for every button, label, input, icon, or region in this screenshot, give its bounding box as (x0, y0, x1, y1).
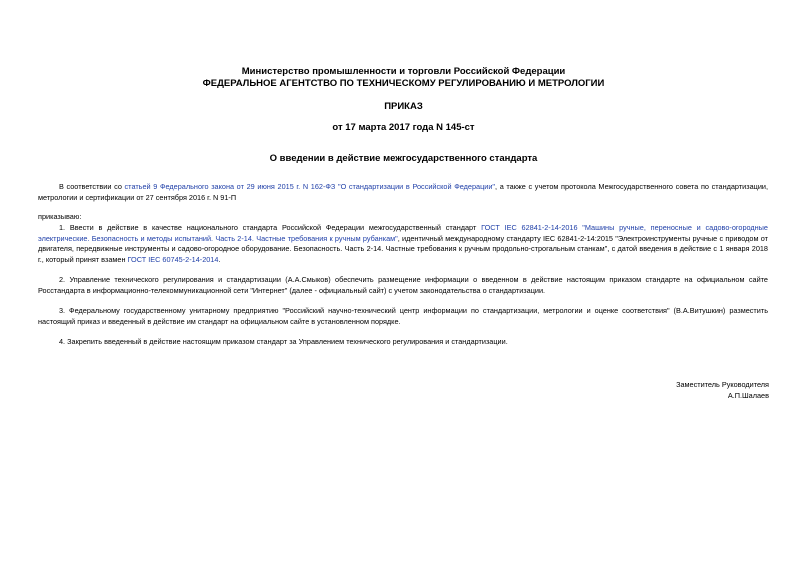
signature-name: А.П.Шалаев (727, 391, 769, 400)
item-4-paragraph: 4. Закрепить введенный в действие настоящим приказом стандарт за Управлением технического регулирования и стандартизации. (59, 337, 508, 346)
gost-62841-link[interactable]: ГОСТ IEC 62841-2-14-2016 "Машины ручные, переносные и садово-огородные электрические. Безопасность и методы испытаний. Часть 2-14. Частные требования к ручным рубанкам" (38, 223, 768, 243)
intro-text-1: В соответствии со (59, 182, 125, 191)
order-word: приказываю: (38, 212, 82, 221)
signature-position: Заместитель Руководителя (676, 380, 769, 389)
item-1-paragraph (38, 223, 768, 265)
gost-60745-link[interactable]: ГОСТ IEC 60745-2-14-2014 (127, 254, 219, 264)
document-type: ПРИКАЗ (384, 101, 423, 112)
agency-title: ФЕДЕРАЛЬНОЕ АГЕНТСТВО ПО ТЕХНИЧЕСКОМУ РЕГУЛИРОВАНИЮ И МЕТРОЛОГИИ (202, 78, 605, 89)
intro-text-2: , а также с учетом протокола Межгосударственного совета по стандартизации, метрологии и сертификации от 27 сентября 2016 г. N 91-П (38, 182, 769, 202)
item-3-paragraph: 3. Федеральному государственному унитарному предприятию "Российский научно-технический центр информации по стандартизации, метрологии и оценке соответствия" (В.А.Витушкин) разместить настоящий приказ и введенный в действие им стандарт на официальном сайте в установленном порядке. (38, 306, 768, 326)
document-subject: О введении в действие межгосударственного стандарта (269, 153, 538, 164)
item-2-paragraph: 2. Управление технического регулирования и стандартизации (А.А.Смыков) обеспечить размещение информации о введенном в действие настоящим приказом стандарте на официальном сайте Росстандарта в информационно-телекоммуникационной сети "Интернет" (далее - официальный сайт) с учетом законодательства о стандартизации. (38, 275, 768, 295)
ministry-title: Министерство промышленности и торговли Российской Федерации (241, 66, 566, 77)
intro-paragraph (38, 182, 768, 203)
document-date-number: от 17 марта 2017 года N 145-ст (332, 122, 475, 133)
federal-law-link[interactable]: статьей 9 Федерального закона от 29 июня 2015 г. N 162-ФЗ "О стандартизации в Российской Федерации" (124, 182, 496, 191)
item-1-text-2: , идентичный международному стандарту IEC 62841-2-14:2015 "Электроинструменты ручные с приводом от двигателя, передвижные инструменты и садово-огородное оборудование. Безопасность. Часть 2-14. Частные требования к ручным продольно-строгальным станкам", с датой введения в действие с 1 января 2018 г., который принят взамен (38, 233, 769, 264)
item-1-text-1: 1. Ввести в действие в качестве национального стандарта Российской Федерации межгосударственный стандарт (59, 223, 482, 232)
item-1-text-3: . (218, 254, 221, 264)
